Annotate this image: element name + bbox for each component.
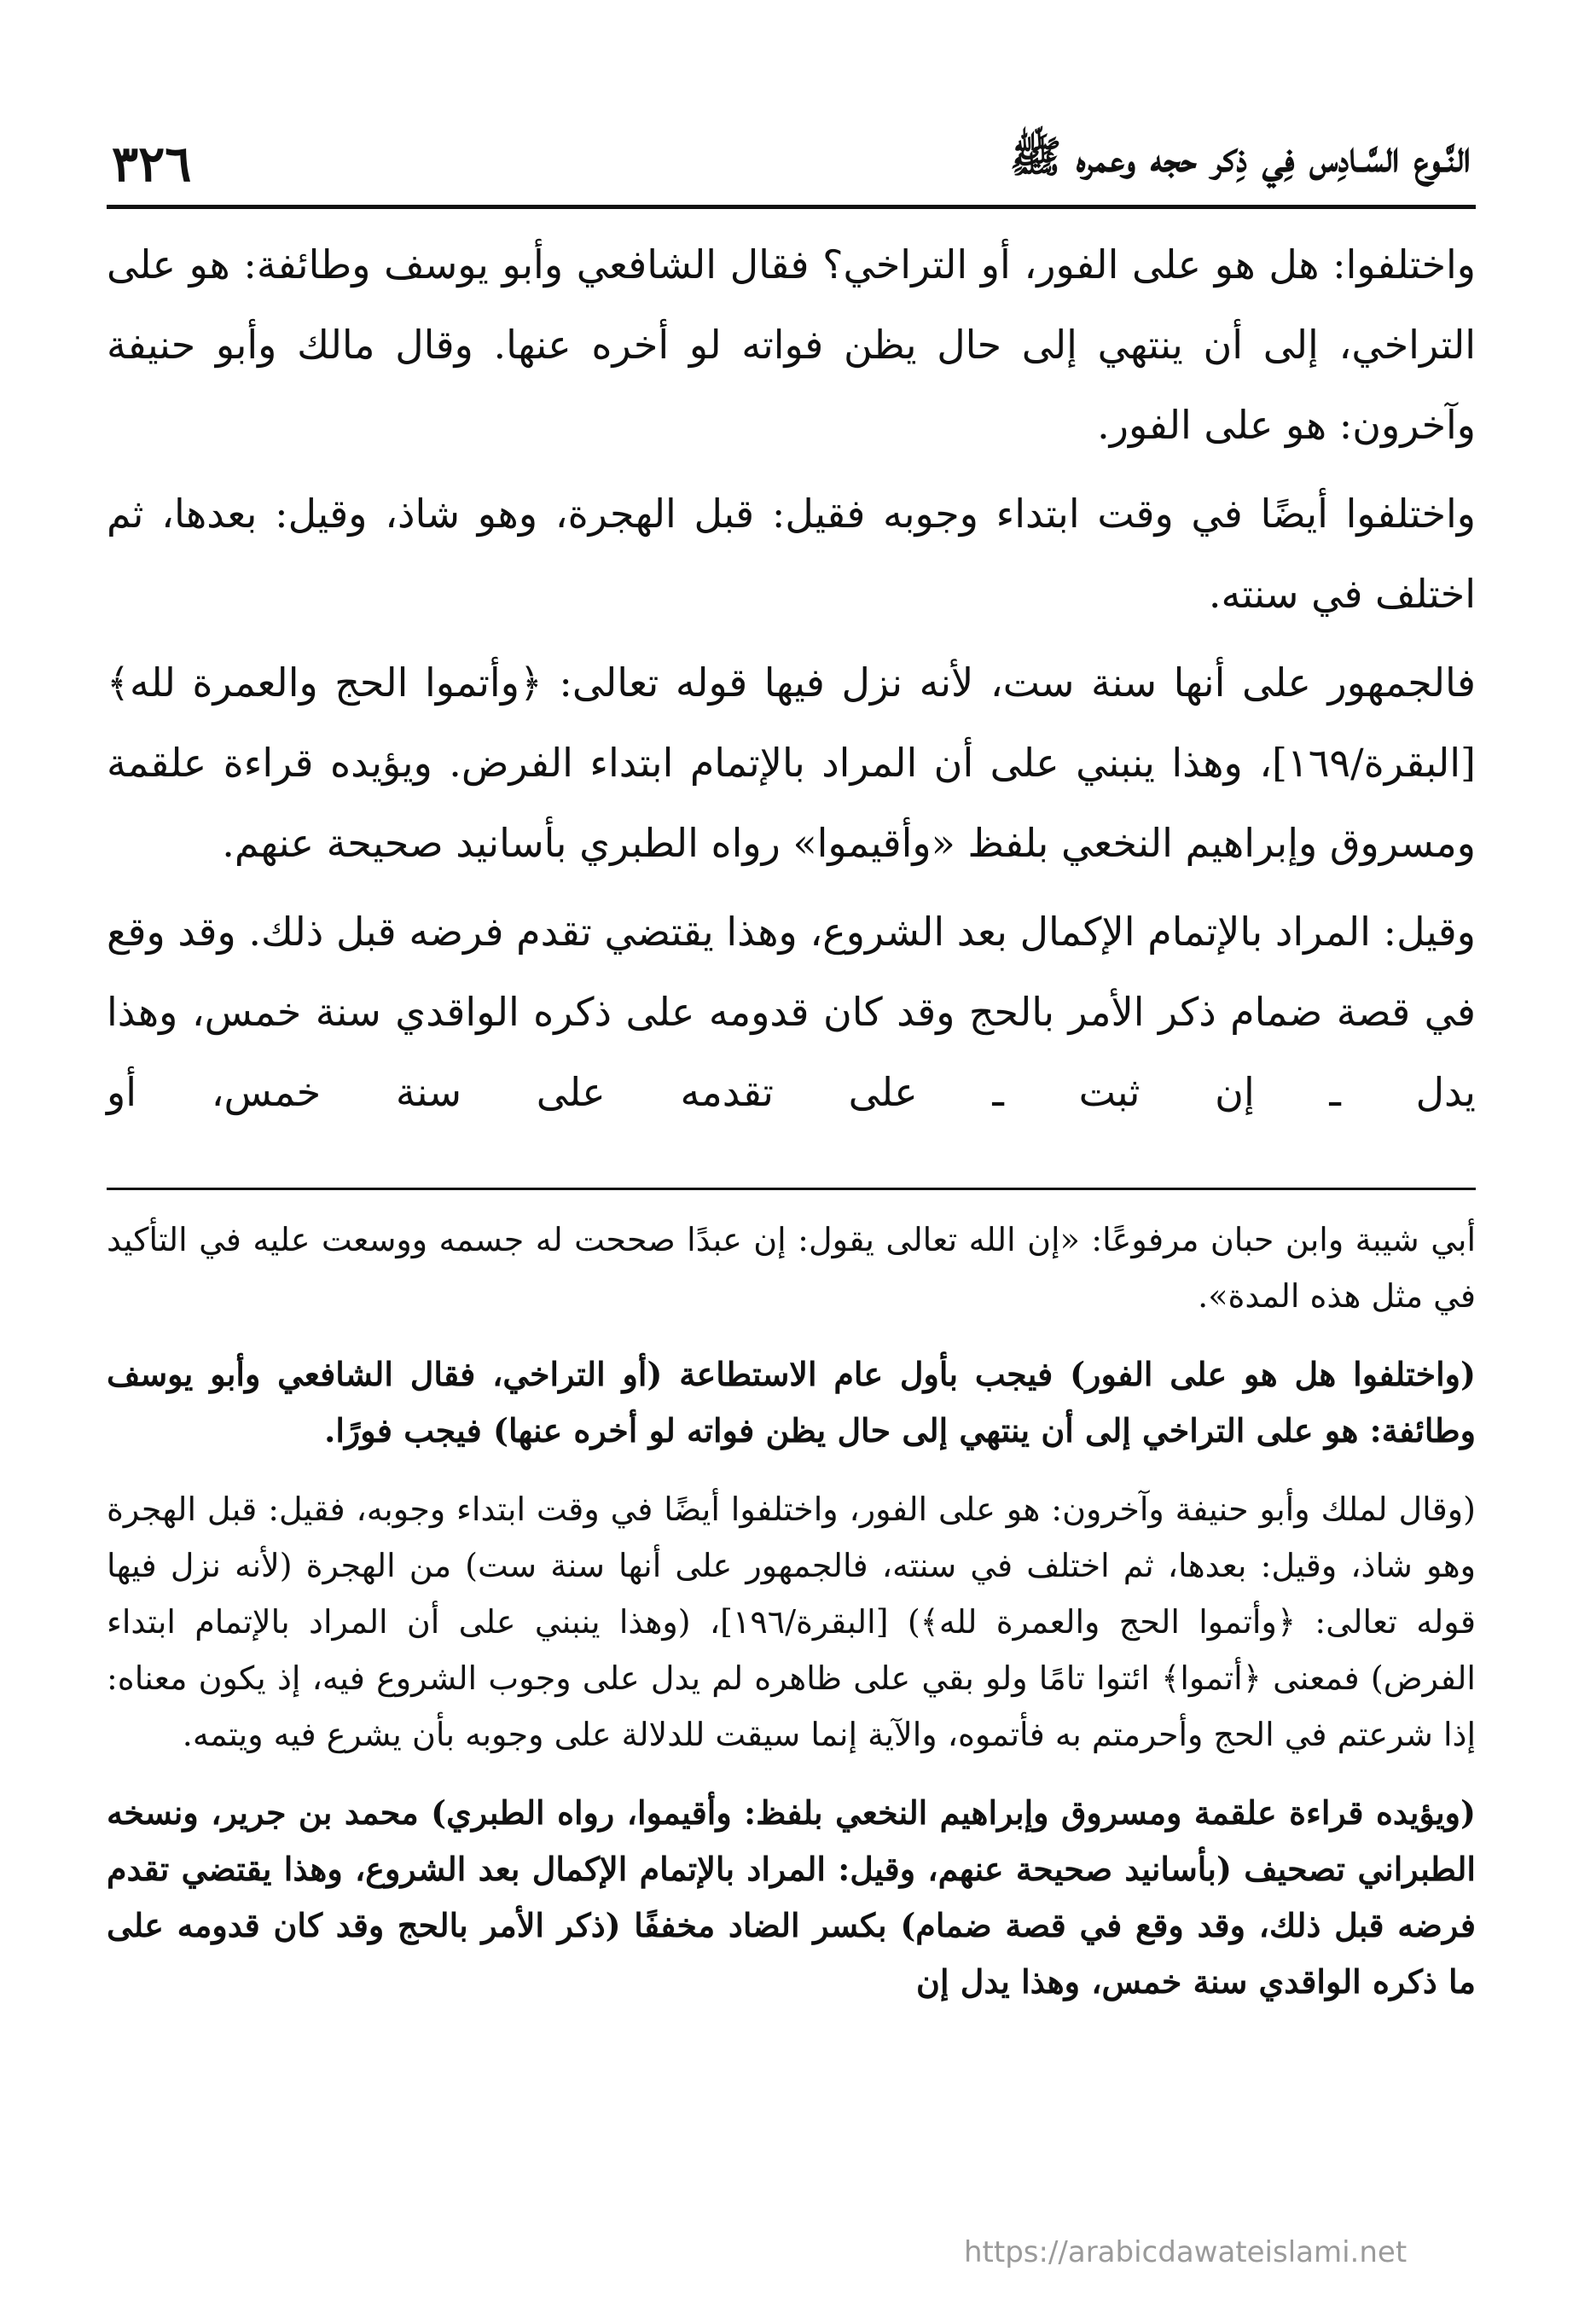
book-page [107, 102, 1476, 2286]
commentary-paragraph: (وقال لملك وأبو حنيفة وآخرون: هو على الفور، واختلفوا أيضًا في وقت ابتداء وجوبه، فقيل: قبل الهجرة وهو شاذ، وقيل: بعدها، ثم اختلف في سنته، فالجمهور على أنها سنة ست) من الهجرة (لأنه نزل فيها قوله تعالى: ﴿وأتموا الحج والعمرة لله﴾) [البقرة/١٩٦]، (وهذا ينبني على أن المراد بالإتمام ابتداء الفرض) فمعنى ﴿أتموا﴾ ائتوا تامًا ولو بقي على ظاهره لم يدل على وجوب الشروع فيه، إذ يكون معناه: إذا شرعتم في الحج وأحرمتم به فأتموه، والآية إنما سيقت للدلالة على وجوبه بأن يشرع فيه ويتمه. [107, 1490, 1476, 1753]
commentary-section [107, 1211, 1476, 2032]
main-paragraph: وقيل: المراد بالإتمام الإكمال بعد الشروع، وهذا يقتضي تقدم فرضه قبل ذلك. وقد وقع في قصة ضمام ذكر الأمر بالحج وقد كان قدومه على ذكره الواقدي سنة خمس، وهذا يدل ـ إن ثبت ـ على تقدمه على سنة خمس، أو [107, 909, 1476, 1115]
main-paragraph: واختلفوا أيضًا في وقت ابتداء وجوبه فقيل: قبل الهجرة، وهو شاذ، وقيل: بعدها، ثم اختلف في سنته. [107, 491, 1476, 617]
watermark-url: https://arabicdawateislami.net [964, 2235, 1408, 2269]
main-paragraph: فالجمهور على أنها سنة ست، لأنه نزل فيها قوله تعالى: ﴿وأتموا الحج والعمرة لله﴾ [البقرة/١٦٩]، وهذا ينبني على أن المراد بالإتمام ابتداء الفرض. ويؤيده قراءة علقمة ومسروق وإبراهيم النخعي بلفظ «وأقيموا» رواه الطبري بأسانيد صحيحة عنهم. [107, 659, 1476, 866]
footnote-separator [107, 1188, 1476, 1190]
commentary-paragraph: (ويؤيده قراءة علقمة ومسروق وإبراهيم النخعي بلفظ: وأقيموا، رواه الطبري) محمد بن جرير، ونسخه الطبراني تصحيف (بأسانيد صحيحة عنهم، وقيل: المراد بالإتمام الإكمال بعد الشروع، وهذا يقتضي تقدم فرضه قبل ذلك، وقد وقع في قصة ضمام) بكسر الضاد مخففًا (ذكر الأمر بالحج وقد كان قدومه على ما ذكره الواقدي سنة خمس، وهذا يدل إن [107, 1793, 1476, 2001]
chapter-title: النَّـوع السَّـادِس فِي ذِكر حجه وعمره ﷺ [1009, 131, 1471, 182]
main-text [107, 224, 1476, 1132]
main-paragraph: واختلفوا: هل هو على الفور، أو التراخي؟ فقال الشافعي وأبو يوسف وطائفة: هو على التراخي، إلى أن ينتهي إلى حال يظن فواته لو أخره عنها. وقال مالك وأبو حنيفة وآخرون: هو على الفور. [107, 241, 1476, 448]
page-number: ٣٢٦ [112, 135, 192, 193]
running-header [107, 102, 1476, 209]
commentary-paragraph: (واختلفوا هل هو على الفور) فيجب بأول عام الاستطاعة (أو التراخي، فقال الشافعي وأبو يوسف وطائفة: هو على التراخي إلى أن ينتهي إلى حال يظن فواته لو أخره عنها) فيجب فورًا. [107, 1355, 1476, 1450]
commentary-paragraph: أبي شيبة وابن حبان مرفوعًا: «إن الله تعالى يقول: إن عبدًا صححت له جسمه ووسعت عليه في التأكيد في مثل هذه المدة». [107, 1221, 1476, 1315]
